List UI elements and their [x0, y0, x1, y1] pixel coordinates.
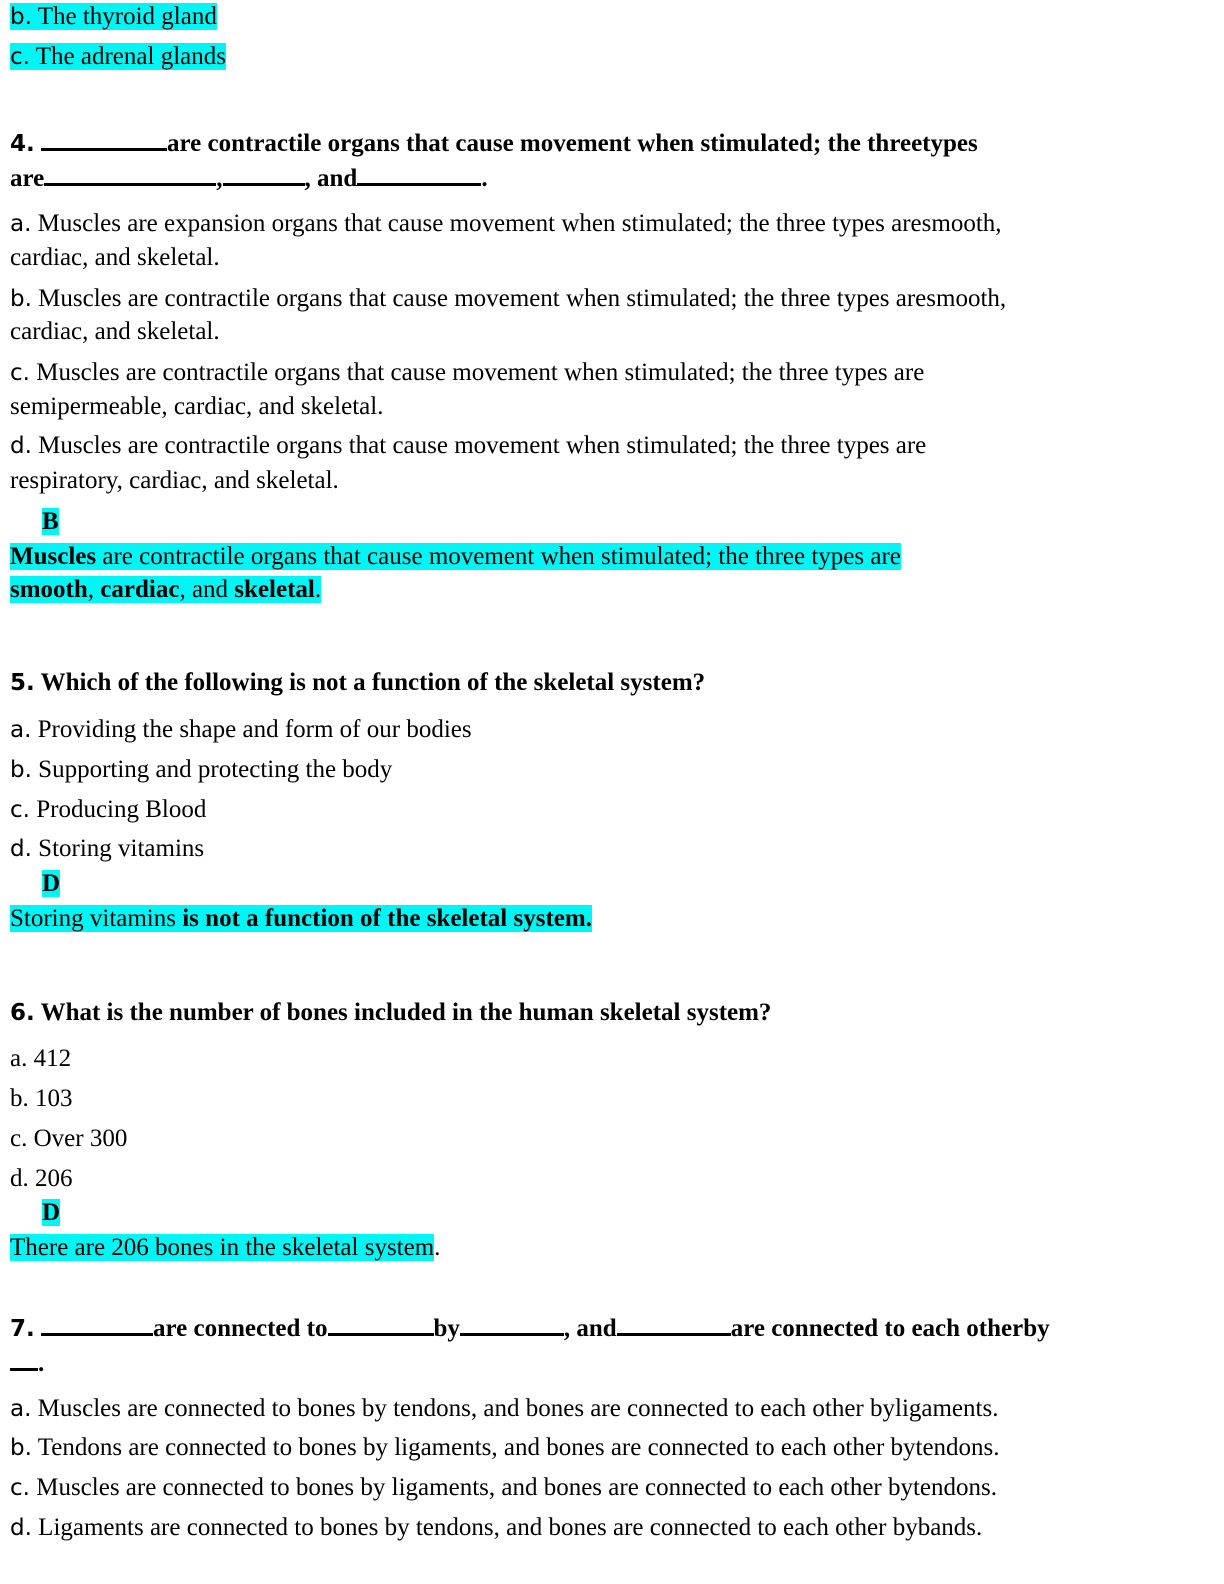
prev-option-b	[10, 0, 217, 34]
q6-option-c: c. Over 300	[10, 1125, 128, 1152]
option-text: The adrenal glands	[29, 43, 226, 70]
question-text: What is the number of bones included in the human skeletal system?	[40, 999, 772, 1026]
prev-option-c	[10, 40, 226, 74]
option-letter: b.	[10, 286, 32, 312]
option-text: Muscles are expansion organs that cause movement when stimulated; the three types aresmooth,	[31, 210, 1002, 237]
q5-option-a	[10, 713, 472, 747]
option-text: semipermeable, cardiac, and skeletal.	[10, 393, 384, 420]
q6-option-d: d. 206	[10, 1165, 73, 1192]
option-letter: a.	[10, 1396, 32, 1422]
fill-blank	[44, 161, 216, 186]
fill-blank	[617, 1311, 731, 1336]
explanation-text: There are 206 bones in the skeletal system	[10, 1234, 435, 1261]
option-letter: a.	[10, 211, 32, 237]
q6-explanation	[10, 1231, 440, 1265]
q4-period: .	[481, 165, 488, 192]
q7-option-b	[10, 1431, 1000, 1465]
option-letter: c.	[10, 360, 30, 386]
fill-blank	[223, 161, 305, 186]
answer-letter: D	[42, 1199, 61, 1226]
option-text: Supporting and protecting the body	[31, 756, 393, 783]
option-text: Muscles are connected to bones by ligaments, and bones are connected to each other bytendons.	[29, 1474, 998, 1501]
option-text: respiratory, cardiac, and skeletal.	[10, 467, 339, 494]
q5-stem	[10, 666, 705, 700]
answer-letter: B	[42, 508, 59, 535]
answer-letter: D	[42, 870, 61, 897]
question-text: are connected to each otherby	[730, 1315, 1050, 1342]
fill-blank	[10, 1346, 38, 1371]
option-letter: c.	[10, 44, 30, 70]
explanation-text: ,	[87, 576, 101, 603]
q7-option-c	[10, 1471, 997, 1505]
explanation-bold: is not a function of the skeletal system.	[175, 905, 592, 932]
q4-stem-line1	[10, 126, 978, 161]
q4-option-c-line2	[10, 390, 383, 424]
question-number: 7.	[10, 1316, 35, 1342]
q4-comma: ,	[216, 165, 223, 192]
q4-answer	[42, 505, 59, 539]
q4-explanation-line1	[10, 540, 901, 574]
q4-option-d-line2	[10, 464, 339, 498]
option-letter: d.	[10, 1515, 32, 1541]
q7-stem-line1	[10, 1311, 1050, 1346]
option-letter: d.	[10, 433, 32, 459]
fill-blank	[328, 1311, 434, 1336]
q4-stem-text-2: are	[10, 165, 45, 192]
fill-blank	[460, 1311, 564, 1336]
option-letter: d.	[10, 836, 32, 862]
option-text: cardiac, and skeletal.	[10, 318, 220, 345]
explanation-bold: smooth	[10, 576, 88, 603]
q6-option-a: a. 412	[10, 1045, 72, 1072]
option-text: Muscles are contractile organs that cause movement when stimulated; the three types are	[29, 359, 925, 386]
option-text: The thyroid gland	[31, 3, 217, 30]
q5-answer	[42, 867, 60, 901]
q7-option-a	[10, 1392, 998, 1426]
option-letter: a.	[10, 717, 32, 743]
question-number: 5.	[10, 670, 35, 696]
option-text: Storing vitamins	[31, 835, 205, 862]
explanation-bold: skeletal	[234, 576, 315, 603]
explanation-text: Storing vitamins	[10, 905, 176, 932]
q4-stem-line2	[10, 161, 488, 196]
option-letter: b.	[10, 4, 32, 30]
option-text: Muscles are contractile organs that cause movement when stimulated; the three types are	[31, 432, 927, 459]
q4-option-a-line1	[10, 207, 1002, 241]
q7-period: .	[38, 1350, 45, 1377]
q5-explanation	[10, 902, 592, 936]
q4-stem-text: are contractile organs that cause movement when stimulated; the threetypes	[167, 130, 978, 157]
q4-option-d-line1	[10, 429, 926, 463]
explanation-bold: cardiac	[100, 576, 180, 603]
option-text: Muscles are contractile organs that cause movement when stimulated; the three types aresmooth,	[31, 285, 1007, 312]
fill-blank	[357, 161, 481, 186]
question-number: 6.	[10, 1000, 35, 1026]
q5-option-d	[10, 832, 204, 866]
q6-answer	[42, 1196, 60, 1230]
explanation-bold: Muscles	[10, 543, 97, 570]
q6-option-b: b. 103	[10, 1085, 73, 1112]
fill-blank	[41, 126, 167, 151]
q4-explanation-line2	[10, 573, 321, 607]
question-number: 4.	[10, 131, 35, 157]
q4-option-b-line2	[10, 315, 220, 349]
option-text: cardiac, and skeletal.	[10, 244, 220, 271]
explanation-period: .	[434, 1234, 441, 1261]
option-text: Producing Blood	[29, 796, 207, 823]
explanation-text: , and	[179, 576, 235, 603]
option-text: Muscles are connected to bones by tendons, and bones are connected to each other byligaments.	[31, 1395, 999, 1422]
q7-option-d	[10, 1511, 982, 1545]
q4-option-b-line1	[10, 282, 1006, 316]
q5-option-b	[10, 753, 392, 787]
option-text: Ligaments are connected to bones by tendons, and bones are connected to each other bybands.	[31, 1514, 983, 1541]
question-text: Which of the following is not a function of the skeletal system?	[40, 669, 706, 696]
q4-option-a-line2	[10, 241, 220, 275]
explanation-text: .	[314, 576, 322, 603]
question-text: by	[433, 1315, 460, 1342]
option-text: Providing the shape and form of our bodies	[31, 716, 472, 743]
option-letter: b.	[10, 757, 32, 783]
q4-option-c-line1	[10, 356, 924, 390]
explanation-text: are contractile organs that cause movement when stimulated; the three types are	[96, 543, 901, 570]
q5-option-c	[10, 793, 206, 827]
option-letter: c.	[10, 797, 30, 823]
question-text: , and	[563, 1315, 617, 1342]
q7-stem-line2	[10, 1346, 44, 1381]
fill-blank	[41, 1311, 153, 1336]
option-text: Tendons are connected to bones by ligaments, and bones are connected to each other bytendons.	[31, 1434, 1000, 1461]
q4-and: , and	[304, 165, 358, 192]
option-letter: b.	[10, 1435, 32, 1461]
question-text: are connected to	[153, 1315, 328, 1342]
q6-stem	[10, 996, 771, 1030]
option-letter: c.	[10, 1475, 30, 1501]
